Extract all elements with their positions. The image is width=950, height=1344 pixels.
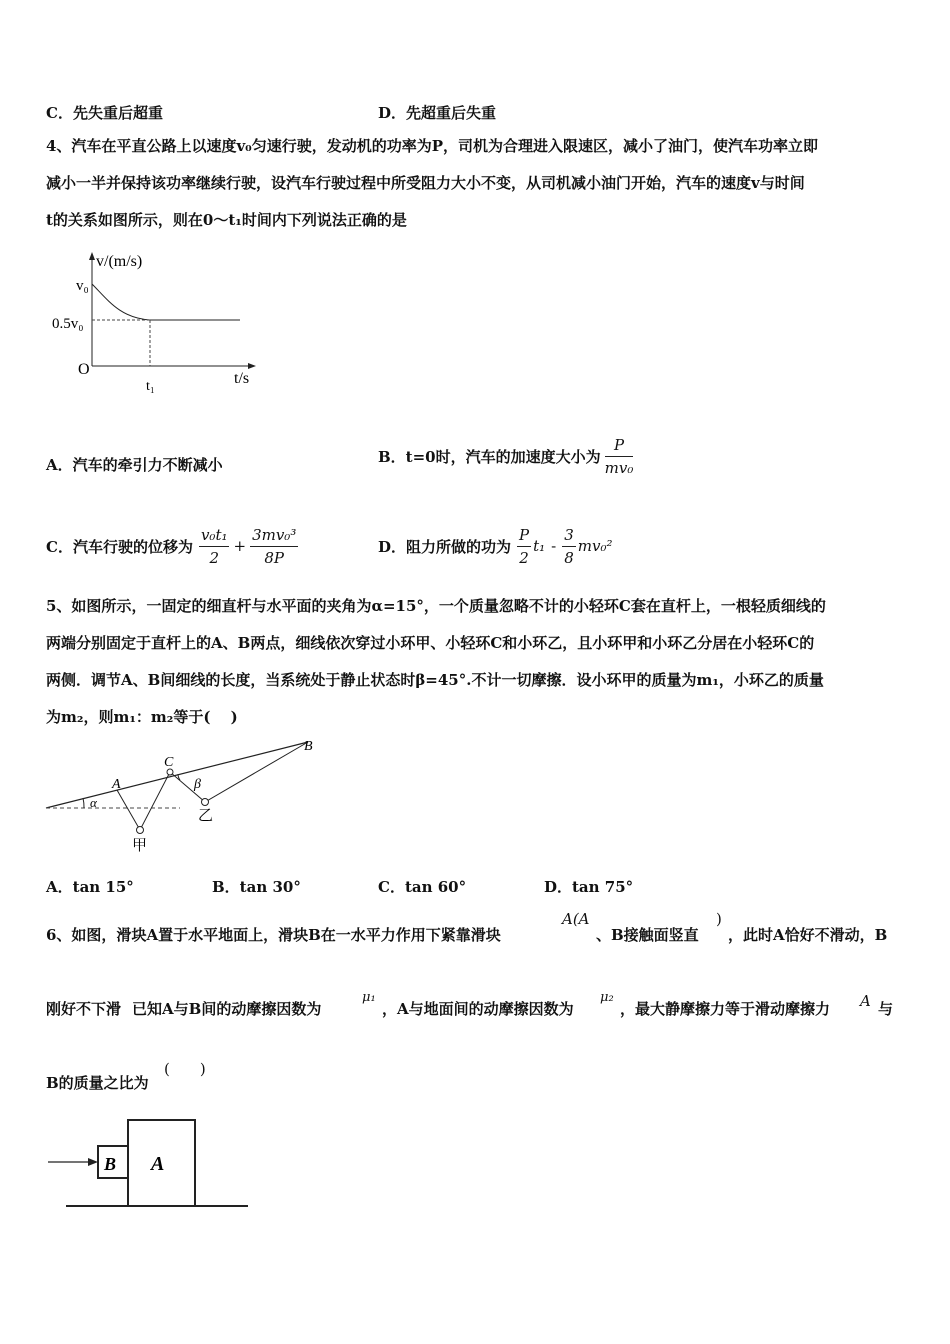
q6-line-2-c: ，A与地面间的动摩擦因数为 xyxy=(382,1000,574,1018)
fraction-denominator: 8P xyxy=(264,548,285,567)
v0-label: v₀ xyxy=(76,278,89,294)
q4-option-c-text: C．汽车行驶的位移为 xyxy=(46,537,193,556)
t1-label: t₁ xyxy=(146,379,155,394)
minus-sign: - xyxy=(551,537,557,555)
q4-stem-line: 减小一半并保持该功率继续行驶，设汽车行驶过程中所受阻力大小不变，从司机减小油门开始，汽车的速度v与时间 xyxy=(46,174,805,192)
q4-option-c-fraction-2 xyxy=(250,526,298,567)
decay-curve xyxy=(92,284,150,320)
q4-option-d-text: D．阻力所做的功为 xyxy=(378,537,512,556)
q5-option-d: D．tan 75° xyxy=(544,878,634,896)
point-a-label: A xyxy=(112,777,121,792)
q6-line-3-a: B的质量之比为 xyxy=(46,1074,149,1092)
q6-line-1-paren: A(A xyxy=(562,910,590,928)
q4-option-a: A．汽车的牵引力不断减小 xyxy=(46,456,223,474)
block-b-label: B xyxy=(104,1154,117,1174)
fraction-numerator: 3 xyxy=(562,526,576,547)
q4-option-d-fraction-2 xyxy=(562,526,576,567)
q5-stem-line: 为m₂，则m₁：m₂等于( ) xyxy=(46,708,238,726)
q4-option-c-fraction-1 xyxy=(199,526,230,567)
y-axis-arrow xyxy=(89,252,95,260)
q4-option-d xyxy=(378,514,613,578)
fraction-denominator: mv₀ xyxy=(604,458,634,477)
q5-option-a: A．tan 15° xyxy=(46,878,134,896)
q6-line-2-a: 刚好不下滑 xyxy=(46,1000,122,1018)
fraction-numerator: P xyxy=(517,526,531,547)
q6-line-1-c: ，此时A恰好不滑动，B xyxy=(728,926,888,944)
fraction-numerator: v₀t₁ xyxy=(199,526,230,547)
block-a-label: A xyxy=(151,1153,165,1175)
origin-label: O xyxy=(78,361,90,378)
q6-line-1-close: ) xyxy=(716,910,722,928)
x-axis-arrow xyxy=(248,363,256,369)
mu1-symbol: μ₁ xyxy=(362,990,376,1005)
q6-line-1-b: 、B接触面竖直 xyxy=(596,926,699,944)
fraction-denominator: 2 xyxy=(209,548,219,567)
q4-stem-line: t的关系如图所示，则在0～t₁时间内下列说法正确的是 xyxy=(46,211,407,229)
q6-line-2-d: ，最大静摩擦力等于滑动摩擦力 xyxy=(620,1000,831,1018)
t1-term: t₁ xyxy=(533,537,546,555)
half-v0-label: 0.5v₀ xyxy=(52,316,84,332)
force-arrow-head xyxy=(88,1158,98,1166)
fraction-denominator: 8 xyxy=(564,548,574,567)
q4-option-d-fraction-1 xyxy=(517,526,531,567)
jia-label: 甲 xyxy=(132,838,148,854)
inclined-rod xyxy=(46,742,308,808)
q4-velocity-time-graph xyxy=(40,248,270,398)
q5-stem-line: 两侧．调节A、B间细线的长度，当系统处于静止状态时β=45°.不计一切摩擦．设小环甲的质量为m₁，小环乙的质量 xyxy=(46,671,824,689)
q5-stem xyxy=(46,588,908,736)
q5-stem-line: 5、如图所示，一固定的细直杆与水平面的夹角为α=15°，一个质量忽略不计的小轻环C套在直杆上，一根轻质细线的 xyxy=(46,597,826,615)
fraction-numerator: P xyxy=(605,436,634,457)
q4-option-b xyxy=(378,428,633,484)
mu2-symbol: μ₂ xyxy=(600,990,614,1005)
fraction-numerator: 3mv₀³ xyxy=(250,526,298,547)
q5-option-c: C．tan 60° xyxy=(378,878,467,896)
q4-option-c xyxy=(46,514,298,578)
yi-label: 乙 xyxy=(198,808,214,824)
q5-rod-rings-figure xyxy=(40,734,330,858)
fraction-denominator: 2 xyxy=(519,548,529,567)
q6-blocks-figure xyxy=(40,1112,260,1216)
q4-option-b-text: B．t=0时，汽车的加速度大小为 xyxy=(378,447,601,466)
q5-option-b: B．tan 30° xyxy=(212,878,301,896)
q3-option-c: C．先失重后超重 xyxy=(46,104,163,122)
q4-option-b-fraction xyxy=(605,436,634,477)
y-axis-label: v/(m/s) xyxy=(96,253,143,270)
q6-answer-paren: ( ) xyxy=(164,1060,206,1078)
point-b-label: B xyxy=(304,739,313,754)
q4-stem xyxy=(46,128,908,239)
point-c-label: C xyxy=(164,755,174,770)
plus-sign: + xyxy=(233,537,247,555)
beta-label: β xyxy=(194,777,201,792)
ring-jia xyxy=(137,827,144,834)
q6-line-2-f: 与 xyxy=(878,1000,894,1018)
mv0-squared-term: mv₀² xyxy=(577,537,613,555)
alpha-label: α xyxy=(90,795,97,810)
ring-yi xyxy=(202,799,209,806)
q6-line-2-b: 已知A与B间的动摩擦因数为 xyxy=(132,1000,322,1018)
q4-stem-line: 4、汽车在平直公路上以速度v₀匀速行驶，发动机的功率为P，司机为合理进入限速区，减小了油门，使汽车功率立即 xyxy=(46,137,819,155)
x-axis-label: t/s xyxy=(234,370,250,387)
q6-line-1-a: 6、如图，滑块A置于水平地面上，滑块B在一水平力作用下紧靠滑块 xyxy=(46,926,501,944)
q3-option-d: D．先超重后失重 xyxy=(378,104,497,122)
q6-line-2-e: A xyxy=(860,992,871,1010)
alpha-arc xyxy=(83,798,84,808)
q5-stem-line: 两端分别固定于直杆上的A、B两点，细线依次穿过小环甲、小轻环C和小环乙，且小环甲和小环乙分居在小轻环C的 xyxy=(46,634,815,652)
